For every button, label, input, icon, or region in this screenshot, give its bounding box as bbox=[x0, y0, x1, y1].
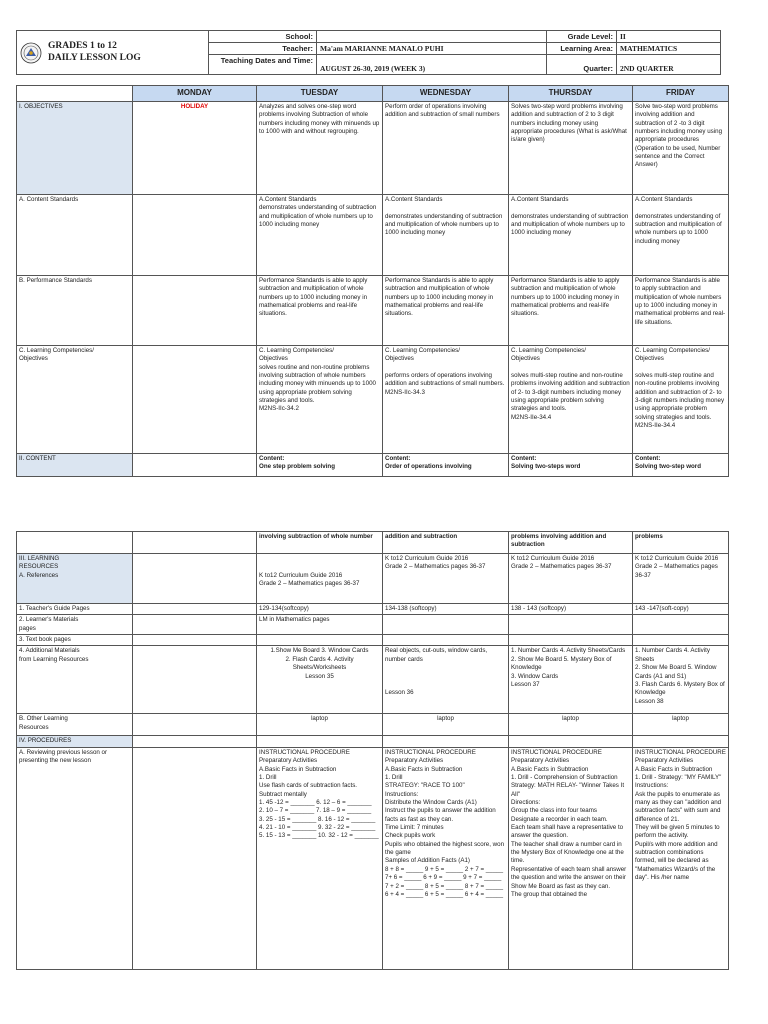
day-header-thursday: THURSDAY bbox=[509, 86, 633, 102]
row-label: 3. Text book pages bbox=[17, 635, 133, 646]
cell-wed: 134-138 (softcopy) bbox=[383, 604, 509, 615]
deped-seal-icon bbox=[20, 42, 42, 64]
cell-mon bbox=[133, 275, 257, 345]
cell-fri: A.Content Standards demonstrates understanding of subtraction and multiplication of whole numbers up to 1000 including money bbox=[633, 194, 729, 275]
cell-thu: laptop bbox=[509, 714, 633, 736]
cell-fri: INSTRUCTIONAL PROCEDURE Preparatory Activities A.Basic Facts in Subtraction 1. Drill - Strategy: "MY FAMILY" Instructions: Ask the pupils to enumerate as many as they can "addition and subtraction facts" with sum and difference of 21. They will be given 5 minutes to perform the activity. Pupil/s with more addition and subtraction combinations formed, will be declared as "Mathematics Wizard/s of the day". His /her name bbox=[633, 747, 729, 969]
cell-fri bbox=[633, 736, 729, 747]
teaching-dates-label: Teaching Dates and Time: bbox=[209, 55, 317, 75]
cell-tue: A.Content Standards demonstrates understanding of subtraction and multiplication of whole numbers up to 1000 including money bbox=[257, 194, 383, 275]
cell-fri: 143 -147(soft-copy) bbox=[633, 604, 729, 615]
lesson-row bbox=[17, 194, 729, 275]
row-label: B. Performance Standards bbox=[17, 275, 133, 345]
cell-mon bbox=[133, 345, 257, 453]
cell-fri bbox=[633, 615, 729, 635]
cell-wed: Perform order of operations involving addition and subtraction of small numbers bbox=[383, 101, 509, 194]
lesson-row bbox=[17, 714, 729, 736]
row-label bbox=[17, 532, 133, 554]
cell-thu bbox=[509, 615, 633, 635]
lesson-row bbox=[17, 635, 729, 646]
learning-area-value: MATHEMATICS bbox=[617, 43, 721, 55]
lesson-row bbox=[17, 345, 729, 453]
header-table bbox=[16, 30, 721, 75]
cell-thu: INSTRUCTIONAL PROCEDURE Preparatory Activities A.Basic Facts in Subtraction 1. Drill - Comprehension of Subtraction Strategy: MATH RELAY- "Winner Takes It All" Directions: Group the class into four teams Designate a recorder in each team. Each team shall have a representative to answer the question. The teacher shall draw a number card in the Mystery Box of Knowledge one at the time. Representative of each team shall answer the question and write the answer on their Show Me Board as fast as they can. The group that obtained the bbox=[509, 747, 633, 969]
day-header-row bbox=[17, 86, 729, 102]
teacher-label: Teacher: bbox=[209, 43, 317, 55]
cell-fri: C. Learning Competencies/ Objectives solves multi-step routine and non-routine problems involving addition and subtraction of 2- to 3-digit numbers including money using appropriate problem solving strategies and tools. M2NS-IIe-34.4 bbox=[633, 345, 729, 453]
cell-thu: Performance Standards is able to apply subtraction and multiplication of whole numbers up to 1000 including money in mathematical problems and real-life situations. bbox=[509, 275, 633, 345]
lesson-row bbox=[17, 747, 729, 969]
cell-fri bbox=[633, 635, 729, 646]
cell-mon bbox=[133, 615, 257, 635]
school-value bbox=[317, 31, 547, 43]
cell-wed bbox=[383, 635, 509, 646]
row-label: 1. Teacher's Guide Pages bbox=[17, 604, 133, 615]
cell-wed bbox=[383, 615, 509, 635]
quarter-label: Quarter: bbox=[547, 55, 617, 75]
cell-fri: Content: Solving two-step word bbox=[633, 453, 729, 476]
lesson-row bbox=[17, 736, 729, 747]
document-title: GRADES 1 to 12 DAILY LESSON LOG bbox=[48, 41, 141, 63]
lesson-table-1 bbox=[16, 85, 729, 477]
cell-wed: Real objects, cut-outs, window cards, number cards Lesson 36 bbox=[383, 646, 509, 714]
row-label: A. Content Standards bbox=[17, 194, 133, 275]
cell-mon bbox=[133, 604, 257, 615]
teaching-dates-value: AUGUST 26-30, 2019 (WEEK 3) bbox=[317, 55, 547, 75]
day-header-monday: MONDAY bbox=[133, 86, 257, 102]
lesson-row bbox=[17, 646, 729, 714]
cell-wed: addition and subtraction bbox=[383, 532, 509, 554]
cell-thu: problems involving addition and subtraction bbox=[509, 532, 633, 554]
cell-wed: laptop bbox=[383, 714, 509, 736]
lesson-log-page-1 bbox=[16, 30, 726, 477]
day-header-tuesday: TUESDAY bbox=[257, 86, 383, 102]
cell-thu: K to12 Curriculum Guide 2016 Grade 2 – Mathematics pages 36-37 bbox=[509, 554, 633, 604]
lesson-row bbox=[17, 101, 729, 194]
cell-wed: K to12 Curriculum Guide 2016 Grade 2 – Mathematics pages 36-37 bbox=[383, 554, 509, 604]
cell-fri: problems bbox=[633, 532, 729, 554]
cell-mon bbox=[133, 635, 257, 646]
cell-tue: 129-134(softcopy) bbox=[257, 604, 383, 615]
cell-mon bbox=[133, 747, 257, 969]
row-label: II. CONTENT bbox=[17, 453, 133, 476]
cell-thu: C. Learning Competencies/ Objectives solves multi-step routine and non-routine problems involving addition and subtraction of 2- to 3-digit numbers including money using appropriate problem solving strategies and tools. M2NS-IIe-34.4 bbox=[509, 345, 633, 453]
teacher-value: Ma'am MARIANNE MANALO PUHI bbox=[317, 43, 547, 55]
grade-level-value: II bbox=[617, 31, 721, 43]
cell-tue bbox=[257, 635, 383, 646]
cell-thu: Solves two-step word problems involving addition and subtraction of 2 to 3 digit numbers including money using appropriate procedures (What is ask/What is/are given) bbox=[509, 101, 633, 194]
cell-tue: C. Learning Competencies/ Objectives solves routine and non-routine problems involving subtraction of whole numbers including money with minuends up to 1000 using appropriate problem solving strategies and tools. M2NS-IIc-34.2 bbox=[257, 345, 383, 453]
row-label: 2. Learner's Materials pages bbox=[17, 615, 133, 635]
cell-tue: Content: One step problem solving bbox=[257, 453, 383, 476]
cell-thu bbox=[509, 736, 633, 747]
cell-tue: 1.Show Me Board 3. Window Cards 2. Flash Cards 4. Activity Sheets/Worksheets Lesson 35 bbox=[257, 646, 383, 714]
cell-tue bbox=[257, 736, 383, 747]
cell-thu: Content: Solving two-steps word bbox=[509, 453, 633, 476]
lesson-table-2 bbox=[16, 531, 729, 970]
lesson-row bbox=[17, 554, 729, 604]
cell-mon bbox=[133, 714, 257, 736]
lesson-row bbox=[17, 275, 729, 345]
cell-wed: C. Learning Competencies/ Objectives performs orders of operations involving addition and subtractions of small numbers. M2NS-IIc-34.3 bbox=[383, 345, 509, 453]
lesson-row bbox=[17, 604, 729, 615]
cell-mon bbox=[133, 532, 257, 554]
cell-tue: involving subtraction of whole number bbox=[257, 532, 383, 554]
day-header-wednesday: WEDNESDAY bbox=[383, 86, 509, 102]
cell-tue: K to12 Curriculum Guide 2016 Grade 2 – Mathematics pages 36-37 bbox=[257, 554, 383, 604]
cell-mon bbox=[133, 194, 257, 275]
cell-wed: Performance Standards is able to apply subtraction and multiplication of whole numbers up to 1000 including money in mathematical problems and real-life situations. bbox=[383, 275, 509, 345]
day-header-friday: FRIDAY bbox=[633, 86, 729, 102]
row-label: 4. Additional Materials from Learning Resources bbox=[17, 646, 133, 714]
lesson-row bbox=[17, 615, 729, 635]
cell-mon bbox=[133, 646, 257, 714]
cell-fri: Performance Standards is able to apply subtraction and multiplication of whole numbers up to 1000 including money in mathematical problems and real-life situations. bbox=[633, 275, 729, 345]
row-label: III. LEARNING RESOURCES A. References bbox=[17, 554, 133, 604]
cell-tue: LM in Mathematics pages bbox=[257, 615, 383, 635]
row-label: IV. PROCEDURES bbox=[17, 736, 133, 747]
cell-wed: A.Content Standards demonstrates understanding of subtraction and multiplication of whole numbers up to 1000 including money bbox=[383, 194, 509, 275]
cell-mon bbox=[133, 453, 257, 476]
cell-wed: Content: Order of operations involving bbox=[383, 453, 509, 476]
cell-mon bbox=[133, 736, 257, 747]
lesson-row bbox=[17, 532, 729, 554]
quarter-value: 2ND QUARTER bbox=[617, 55, 721, 75]
lesson-row bbox=[17, 453, 729, 476]
row-label: B. Other Learning Resources bbox=[17, 714, 133, 736]
grade-level-label: Grade Level: bbox=[547, 31, 617, 43]
cell-wed: INSTRUCTIONAL PROCEDURE Preparatory Activities A.Basic Facts in Subtraction 1. Drill STRATEGY: "RACE TO 100" Instructions: Distribute the Window Cards (A1) Instruct the pupils to answer the addition facts as fast as they can. Time Limit: 7 minutes Check pupils work Pupils who obtained the highest score, won the game Samples of Addition Facts (A1) 8 + 8 = _____ 9 + 5 = _____ 2 + 7 = _____ 7+ 6 = _____ 6 + 9 = _____ 9 + 7 = _____ 7 + 2 = _____ 8 + 5 = _____ 8 + 7 = _____ 6 + 4 = _____ 6 + 5 = _____ 6 + 4 = _____ bbox=[383, 747, 509, 969]
corner-cell bbox=[17, 86, 133, 102]
cell-tue: Performance Standards is able to apply subtraction and multiplication of whole numbers up to 1000 including money in mathematical problems and real-life situations. bbox=[257, 275, 383, 345]
cell-tue: laptop bbox=[257, 714, 383, 736]
cell-fri: K to12 Curriculum Guide 2016 Grade 2 – Mathematics pages 36-37 bbox=[633, 554, 729, 604]
cell-wed bbox=[383, 736, 509, 747]
cell-thu bbox=[509, 635, 633, 646]
row-label: I. OBJECTIVES bbox=[17, 101, 133, 194]
school-label: School: bbox=[209, 31, 317, 43]
cell-tue: Analyzes and solves one-step word problems involving Subtraction of whole numbers including money with minuends up to 1000 with and without regrouping. bbox=[257, 101, 383, 194]
cell-tue: INSTRUCTIONAL PROCEDURE Preparatory Activities A.Basic Facts in Subtraction 1. Drill Use flash cards of subtraction facts. Subtract mentally 1. 45 -12 = _______ 6. 12 – 6 = _______ 2. 10 – 7 = _______ 7. 18 – 9 = _______ 3. 25 - 15 = _______ 8. 16 - 12 = _______ 4. 21 - 10 = _______ 9. 32 - 22 = _______ 5. 15 - 13 = _______ 10. 32 - 12 = _______ bbox=[257, 747, 383, 969]
cell-mon: HOLIDAY bbox=[133, 101, 257, 194]
cell-thu: A.Content Standards demonstrates understanding of subtraction and multiplication of whole numbers up to 1000 including money bbox=[509, 194, 633, 275]
cell-mon bbox=[133, 554, 257, 604]
cell-thu: 1. Number Cards 4. Activity Sheets/Cards 2. Show Me Board 5. Mystery Box of Knowledge 3. Window Cards Lesson 37 bbox=[509, 646, 633, 714]
cell-fri: Solve two-step word problems involving addition and subtraction of 2 -to 3 digit numbers including money using appropriate procedures (Operation to be used, Number sentence and the Correct Answer) bbox=[633, 101, 729, 194]
row-label: A. Reviewing previous lesson or presenting the new lesson bbox=[17, 747, 133, 969]
title-cell bbox=[17, 31, 209, 75]
row-label: C. Learning Competencies/ Objectives bbox=[17, 345, 133, 453]
cell-thu: 138 - 143 (softcopy) bbox=[509, 604, 633, 615]
cell-fri: laptop bbox=[633, 714, 729, 736]
learning-area-label: Learning Area: bbox=[547, 43, 617, 55]
lesson-log-page-2 bbox=[16, 531, 726, 970]
cell-fri: 1. Number Cards 4. Activity Sheets 2. Show Me Board 5. Window Cards (A1 and S1) 3. Flash Cards 6. Mystery Box of Knowledge Lesson 38 bbox=[633, 646, 729, 714]
